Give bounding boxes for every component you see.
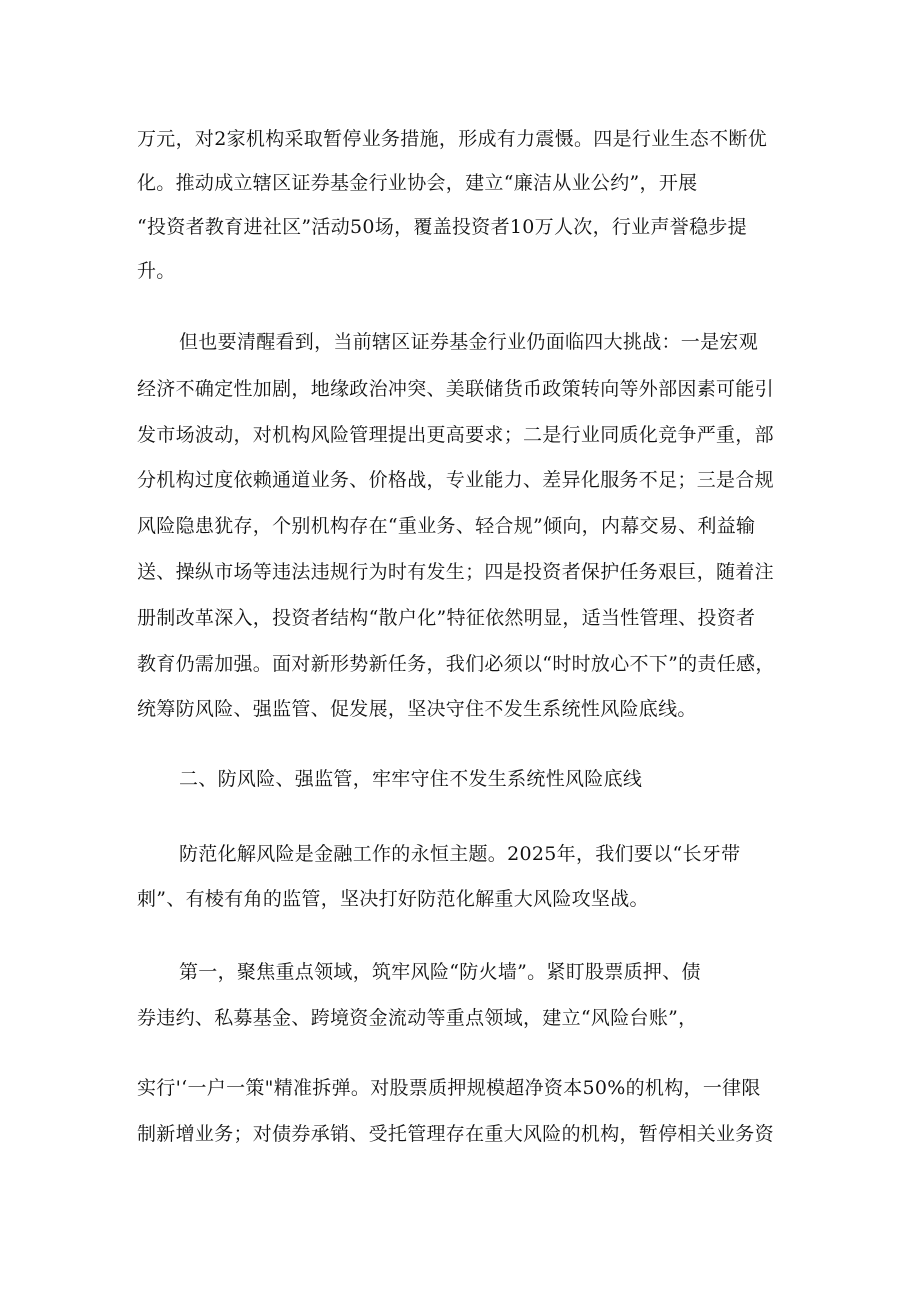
- section-heading: 二、防风险、强监管，牢牢守住不发生系统性风险底线: [179, 768, 643, 790]
- paragraph-1-line-1: 万元，对2家机构采取暂停业务措施，形成有力震慑。四是行业生态不断优: [137, 128, 767, 150]
- paragraph-5-line-1: 实行'‘一户一策"精准拆弹。对股票质押规模超净资本50%的机构，一律限: [137, 1077, 761, 1099]
- paragraph-2-line-9: 统筹防风险、强监管、促发展，坚决守住不发生系统性风险底线。: [137, 698, 697, 720]
- paragraph-3-line-2: 刺”、有棱有角的监管，坚决打好防范化解重大风险攻坚战。: [137, 888, 649, 910]
- paragraph-4-line-1: 第一，聚焦重点领域，筑牢风险“防火墙”。紧盯股票质押、债: [179, 961, 701, 983]
- paragraph-2-line-7: 册制改革深入，投资者结构“散户化”特征依然明显，适当性管理、投资者: [137, 607, 756, 629]
- paragraph-2-line-6: 送、操纵市场等违法违规行为时有发生；四是投资者保护任务艰巨，随着注: [137, 561, 774, 583]
- paragraph-2-line-2: 经济不确定性加剧，地缘政治冲突、美联储货币政策转向等外部因素可能引: [137, 378, 774, 400]
- paragraph-1-line-4: 升。: [137, 260, 176, 282]
- paragraph-2-line-5: 风险隐患犹存，个别机构存在“重业务、轻合规”倾向，内幕交易、利益输: [137, 515, 756, 537]
- paragraph-2-line-1: 但也要清醒看到，当前辖区证券基金行业仍面临四大挑战：一是宏观: [179, 331, 759, 353]
- paragraph-2-line-3: 发市场波动，对机构风险管理提出更高要求；二是行业同质化竞争严重，部: [137, 424, 774, 446]
- paragraph-3-line-1: 防范化解风险是金融工作的永恒主题。2025年，我们要以“长牙带: [179, 843, 741, 865]
- paragraph-1-line-2: 化。推动成立辖区证券基金行业协会，建立“廉洁从业公约”，开展: [137, 172, 698, 194]
- paragraph-2-line-8: 教育仍需加强。面对新形势新任务，我们必须以“时时放心不下”的责任感，: [137, 653, 775, 675]
- paragraph-1-line-3: “投资者教育进社区”活动50场，覆盖投资者10万人次，行业声誉稳步提: [137, 216, 747, 238]
- paragraph-2-line-4: 分机构过度依赖通道业务、价格战，专业能力、差异化服务不足；三是合规: [137, 469, 774, 491]
- paragraph-5-line-2: 制新增业务；对债券承销、受托管理存在重大风险的机构，暂停相关业务资: [137, 1123, 774, 1145]
- paragraph-4-line-2: 券违约、私募基金、跨境资金流动等重点领域，建立“风险台账”，: [137, 1007, 698, 1029]
